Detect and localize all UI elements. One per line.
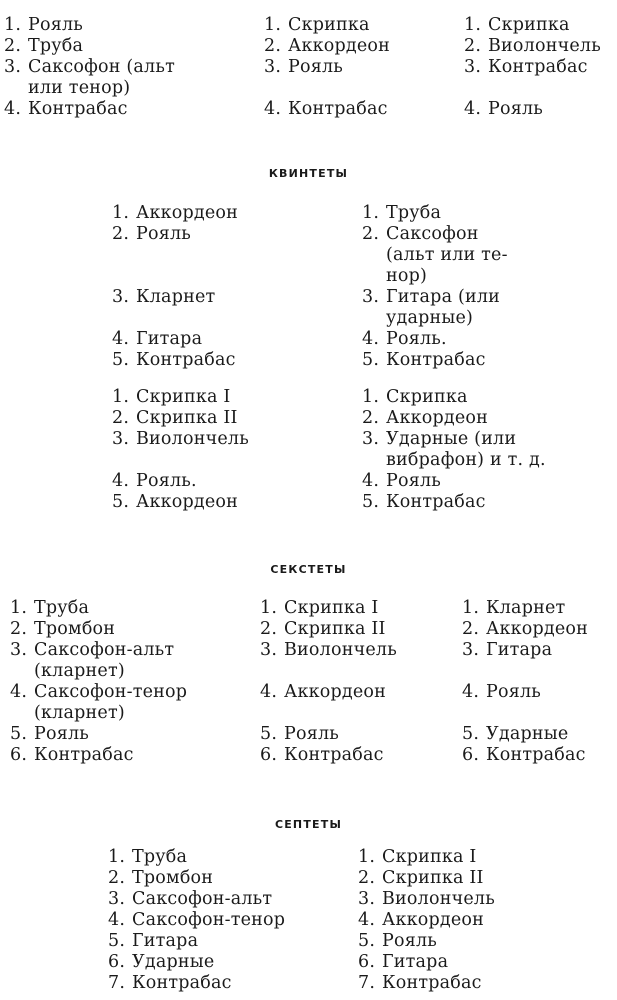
instrument-list-item	[112, 287, 238, 329]
instrument-list-item	[264, 57, 390, 99]
item-number: 5.	[362, 350, 380, 370]
instrument-name: Рояль.	[136, 471, 197, 491]
instrument-name: Саксофон-тенор	[132, 910, 286, 930]
item-number: 6.	[358, 952, 376, 972]
item-number: 3.	[10, 640, 28, 660]
item-number: 2.	[362, 224, 380, 244]
instrument-name: Саксофон-тенор (кларнет)	[34, 682, 188, 723]
item-number: 5.	[108, 931, 126, 951]
item-number: 2.	[464, 36, 482, 56]
instrument-name: Скрипка	[386, 387, 468, 407]
instrument-list-item	[264, 15, 390, 36]
instrument-name: Аккордеон	[382, 910, 484, 930]
sextet-column-2	[260, 598, 397, 766]
instrument-name: Ударные	[132, 952, 215, 972]
item-number: 2.	[260, 619, 278, 639]
item-number: 1.	[112, 387, 130, 407]
instrument-name: Саксофон (альт или тенор)	[28, 57, 175, 98]
instrument-list-item	[358, 952, 495, 973]
instrument-list-item	[10, 724, 187, 745]
instrument-name: Скрипка I	[136, 387, 231, 407]
instrument-list-item	[260, 682, 397, 724]
item-number: 3.	[4, 57, 22, 77]
instrument-name: Саксофон (альт или те- нор)	[386, 224, 508, 286]
instrument-list-item	[112, 471, 249, 492]
instrument-name: Рояль	[382, 931, 437, 951]
instrument-name: Скрипка II	[136, 408, 238, 428]
item-number: 3.	[260, 640, 278, 660]
instrument-list-item	[358, 931, 495, 952]
instrument-name: Рояль	[284, 724, 339, 744]
item-number: 4.	[362, 471, 380, 491]
item-number: 2.	[4, 36, 22, 56]
instrument-list-item	[260, 619, 397, 640]
item-number: 3.	[358, 889, 376, 909]
item-number: 1.	[264, 15, 282, 35]
item-number: 6.	[462, 745, 480, 765]
instrument-list-item	[260, 724, 397, 745]
item-number: 2.	[112, 408, 130, 428]
quintets-heading: КВИНТЕТЫ	[268, 167, 349, 180]
instrument-list-item	[4, 15, 175, 36]
item-number: 1.	[4, 15, 22, 35]
item-number: 5.	[462, 724, 480, 744]
quintet-b-column-2	[362, 387, 546, 513]
instrument-name: Виолончель	[136, 429, 249, 449]
item-number: 1.	[462, 598, 480, 618]
instrument-name: Гитара (или ударные)	[386, 287, 501, 328]
instrument-list-item	[358, 868, 495, 889]
instrument-list-item	[112, 387, 249, 408]
instrument-name: Кларнет	[486, 598, 566, 618]
instrument-name: Контрабас	[486, 745, 586, 765]
septet-column-2	[358, 847, 495, 994]
instrument-name: Саксофон-альт (кларнет)	[34, 640, 175, 681]
item-number: 1.	[260, 598, 278, 618]
quintet-b-column-1	[112, 387, 249, 513]
instrument-list-item	[362, 224, 508, 287]
item-number: 2.	[10, 619, 28, 639]
instrument-list-item	[10, 640, 187, 682]
instrument-name: Рояль	[488, 99, 543, 119]
instrument-list-item	[362, 492, 546, 513]
instrument-name: Тромбон	[132, 868, 214, 888]
item-number: 5.	[358, 931, 376, 951]
instrument-list-item	[108, 889, 285, 910]
instrument-name: Контрабас	[288, 99, 388, 119]
instrument-list-item	[362, 287, 508, 329]
instrument-list-item	[4, 57, 175, 99]
item-number: 3.	[464, 57, 482, 77]
instrument-list-item	[10, 682, 187, 724]
septet-column-1	[108, 847, 285, 994]
quintet-a-column-1	[112, 203, 238, 371]
instrument-list-item	[108, 868, 285, 889]
item-number: 3.	[362, 287, 380, 307]
sextet-column-3	[462, 598, 588, 766]
instrument-name: Гитара	[136, 329, 203, 349]
instrument-name: Рояль	[386, 471, 441, 491]
instrument-name: Контрабас	[488, 57, 588, 77]
item-number: 1.	[10, 598, 28, 618]
instrument-list-item	[462, 682, 588, 724]
item-number: 7.	[358, 973, 376, 993]
instrument-list-item	[112, 224, 238, 287]
item-number: 2.	[108, 868, 126, 888]
instrument-name: Труба	[386, 203, 442, 223]
instrument-name: Гитара	[132, 931, 199, 951]
item-number: 4.	[112, 329, 130, 349]
item-number: 1.	[108, 847, 126, 867]
item-number: 1.	[362, 203, 380, 223]
instrument-name: Труба	[132, 847, 188, 867]
instrument-name: Саксофон-альт	[132, 889, 273, 909]
item-number: 1.	[362, 387, 380, 407]
instrument-name: Аккордеон	[288, 36, 390, 56]
instrument-list-item	[260, 745, 397, 766]
instrument-name: Рояль	[136, 224, 191, 244]
instrument-name: Виолончель	[382, 889, 495, 909]
instrument-list-item	[362, 350, 508, 371]
instrument-list-item	[112, 429, 249, 471]
instrument-name: Рояль	[288, 57, 343, 77]
item-number: 4.	[358, 910, 376, 930]
instrument-list-item	[362, 471, 546, 492]
instrument-name: Кларнет	[136, 287, 216, 307]
instrument-list-item	[10, 619, 187, 640]
instrument-list-item	[108, 973, 285, 994]
item-number: 2.	[264, 36, 282, 56]
instrument-name: Скрипка I	[382, 847, 477, 867]
instrument-list-item	[260, 640, 397, 682]
instrument-list-item	[264, 99, 390, 120]
instrument-name: Труба	[34, 598, 90, 618]
instrument-list-item	[108, 847, 285, 868]
instrument-list-item	[108, 931, 285, 952]
instrument-name: Рояль.	[386, 329, 447, 349]
instrument-name: Труба	[28, 36, 84, 56]
instrument-name: Тромбон	[34, 619, 116, 639]
item-number: 4.	[112, 471, 130, 491]
item-number: 3.	[264, 57, 282, 77]
quartet-column-2	[264, 15, 390, 120]
sextet-column-1	[10, 598, 187, 766]
item-number: 4.	[10, 682, 28, 702]
instrument-list-item	[362, 408, 546, 429]
item-number: 2.	[362, 408, 380, 428]
item-number: 5.	[112, 492, 130, 512]
sextets-heading: СЕКСТЕТЫ	[270, 563, 347, 576]
item-number: 6.	[108, 952, 126, 972]
instrument-list-item	[108, 952, 285, 973]
instrument-list-item	[462, 745, 588, 766]
instrument-name: Контрабас	[382, 973, 482, 993]
instrument-name: Контрабас	[132, 973, 232, 993]
instrument-list-item	[464, 36, 601, 57]
quintet-a-column-2	[362, 203, 508, 371]
item-number: 2.	[462, 619, 480, 639]
item-number: 5.	[112, 350, 130, 370]
instrument-list-item	[358, 973, 495, 994]
instrument-name: Виолончель	[284, 640, 397, 660]
instrument-name: Ударные	[486, 724, 569, 744]
instrument-name: Аккордеон	[386, 408, 488, 428]
instrument-name: Ударные (или вибрафон) и т. д.	[386, 429, 546, 470]
instrument-name: Рояль	[34, 724, 89, 744]
item-number: 3.	[112, 287, 130, 307]
instrument-list-item	[462, 724, 588, 745]
instrument-list-item	[362, 203, 508, 224]
item-number: 6.	[260, 745, 278, 765]
instrument-list-item	[10, 598, 187, 619]
item-number: 3.	[108, 889, 126, 909]
instrument-name: Аккордеон	[284, 682, 386, 702]
instrument-name: Виолончель	[488, 36, 601, 56]
instrument-name: Аккордеон	[136, 492, 238, 512]
instrument-name: Рояль	[486, 682, 541, 702]
instrument-name: Контрабас	[136, 350, 236, 370]
instrument-name: Скрипка	[288, 15, 370, 35]
item-number: 4.	[4, 99, 22, 119]
instrument-list-item	[462, 619, 588, 640]
item-number: 4.	[108, 910, 126, 930]
instrument-name: Скрипка I	[284, 598, 379, 618]
instrument-list-item	[264, 36, 390, 57]
instrument-list-item	[462, 598, 588, 619]
instrument-list-item	[358, 910, 495, 931]
instrument-list-item	[112, 329, 238, 350]
item-number: 7.	[108, 973, 126, 993]
instrument-list-item	[358, 889, 495, 910]
instrument-list-item	[358, 847, 495, 868]
instrument-name: Скрипка	[488, 15, 570, 35]
instrument-name: Контрабас	[284, 745, 384, 765]
instrument-list-item	[4, 99, 175, 120]
instrument-name: Скрипка II	[382, 868, 484, 888]
item-number: 6.	[10, 745, 28, 765]
item-number: 3.	[462, 640, 480, 660]
instrument-list-item	[108, 910, 285, 931]
septets-heading: СЕПТЕТЫ	[274, 818, 343, 831]
instrument-list-item	[362, 429, 546, 471]
instrument-list-item	[362, 387, 546, 408]
instrument-name: Контрабас	[386, 492, 486, 512]
quartet-column-3	[464, 15, 601, 120]
item-number: 4.	[362, 329, 380, 349]
instrument-name: Рояль	[28, 15, 83, 35]
instrument-list-item	[464, 57, 601, 99]
instrument-list-item	[362, 329, 508, 350]
instrument-name: Аккордеон	[486, 619, 588, 639]
item-number: 4.	[264, 99, 282, 119]
instrument-name: Контрабас	[34, 745, 134, 765]
instrument-list-item	[112, 408, 249, 429]
instrument-list-item	[462, 640, 588, 682]
instrument-list-item	[10, 745, 187, 766]
instrument-list-item	[112, 492, 249, 513]
item-number: 2.	[112, 224, 130, 244]
item-number: 5.	[260, 724, 278, 744]
item-number: 4.	[462, 682, 480, 702]
item-number: 2.	[358, 868, 376, 888]
instrument-name: Скрипка II	[284, 619, 386, 639]
item-number: 4.	[464, 99, 482, 119]
instrument-list-item	[112, 203, 238, 224]
quartet-column-1	[4, 15, 175, 120]
instrument-list-item	[464, 15, 601, 36]
instrument-name: Контрабас	[28, 99, 128, 119]
item-number: 5.	[10, 724, 28, 744]
instrument-list-item	[464, 99, 601, 120]
item-number: 1.	[358, 847, 376, 867]
item-number: 5.	[362, 492, 380, 512]
item-number: 4.	[260, 682, 278, 702]
instrument-name: Контрабас	[386, 350, 486, 370]
item-number: 3.	[362, 429, 380, 449]
item-number: 1.	[112, 203, 130, 223]
instrument-list-item	[260, 598, 397, 619]
item-number: 3.	[112, 429, 130, 449]
instrument-list-item	[112, 350, 238, 371]
item-number: 1.	[464, 15, 482, 35]
instrument-name: Аккордеон	[136, 203, 238, 223]
instrument-name: Гитара	[486, 640, 553, 660]
instrument-list-item	[4, 36, 175, 57]
instrument-name: Гитара	[382, 952, 449, 972]
